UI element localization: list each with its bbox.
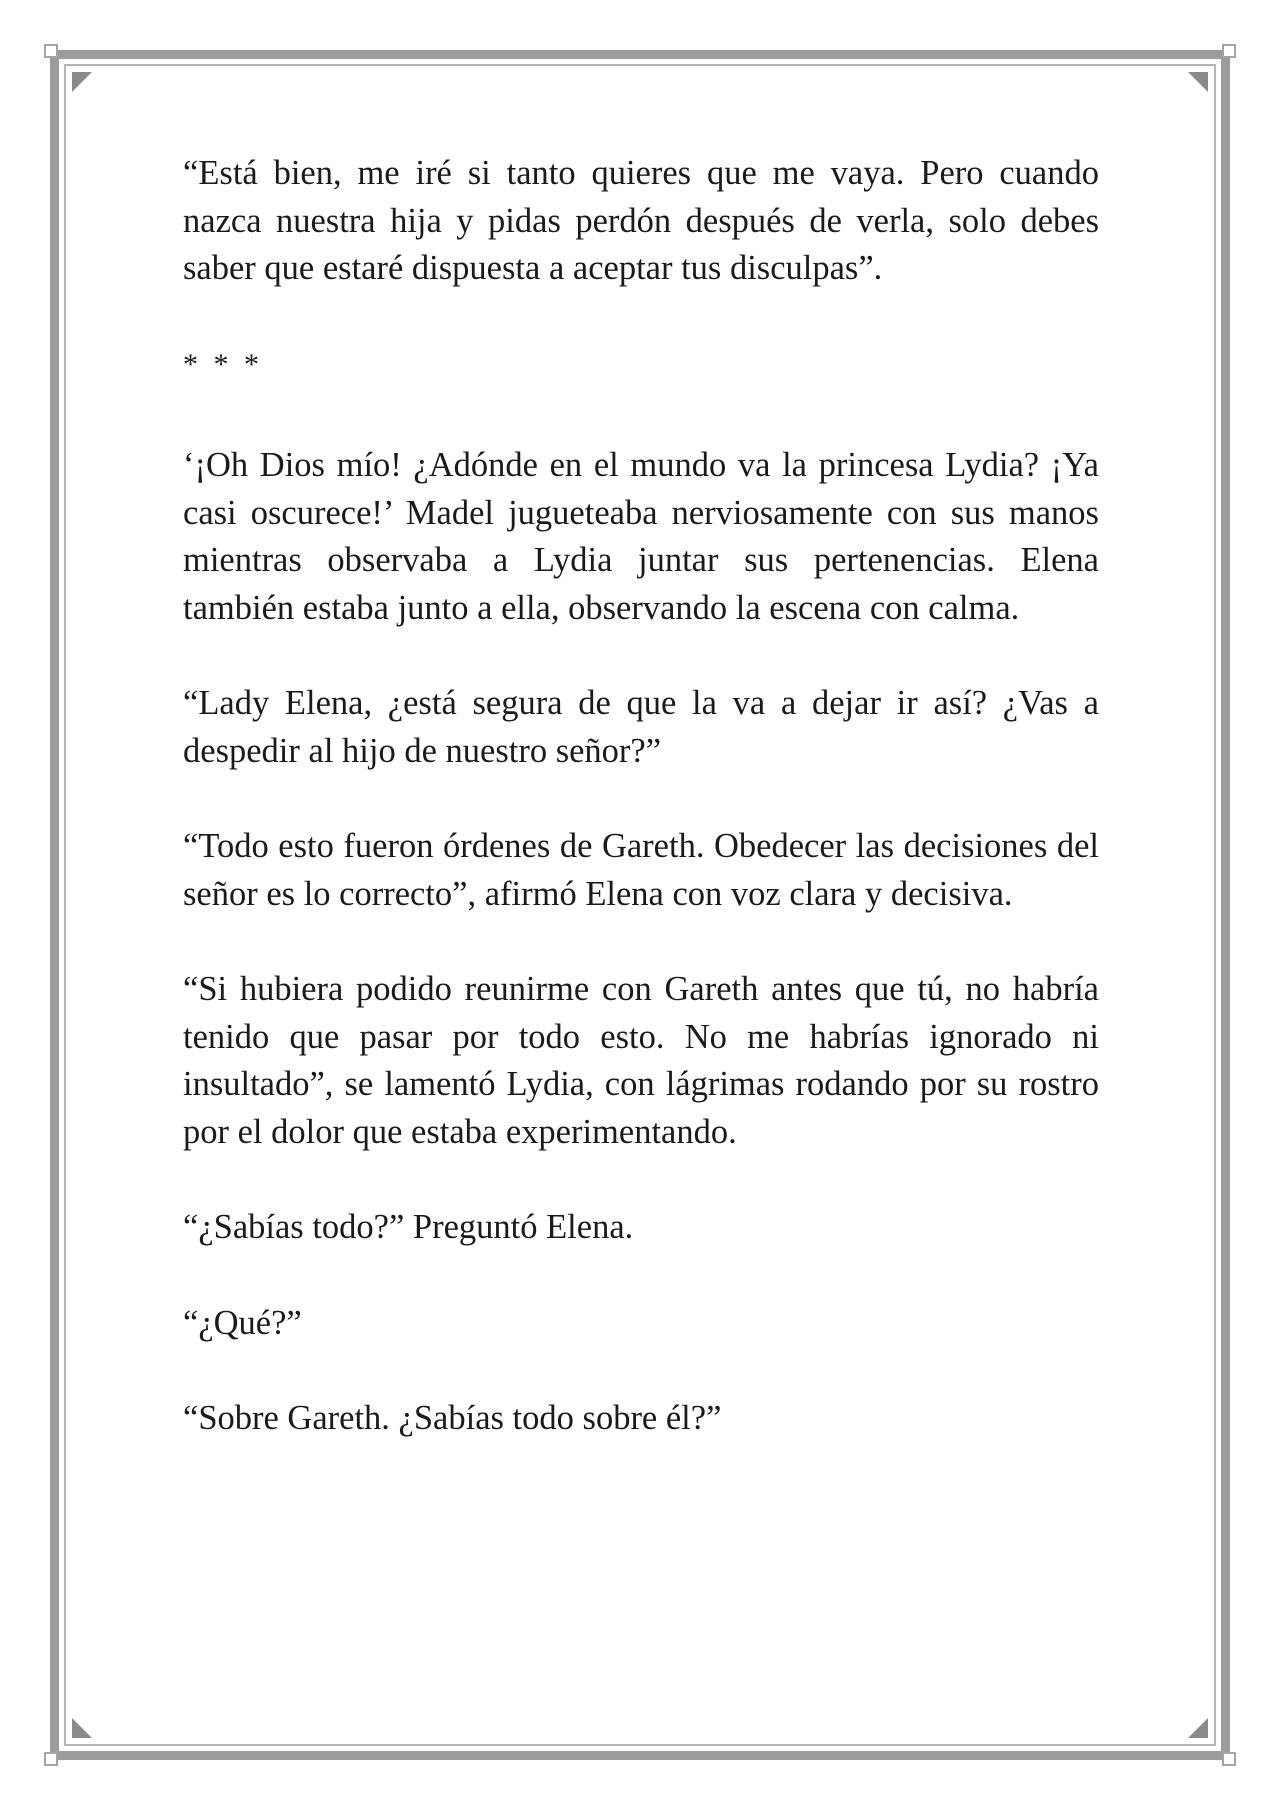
page-body: [183, 150, 1099, 1491]
paragraph: ‘¡Oh Dios mío! ¿Adónde en el mundo va la princesa Lydia? ¡Ya casi oscurece!’ Madel jugueteaba nerviosamente con sus manos mientras observaba a Lydia juntar sus pertenencias. Elena también estaba junto a ella, observando la escena con calma.: [183, 446, 1099, 627]
corner-ornament-top-left: [44, 44, 58, 58]
paragraph: “Está bien, me iré si tanto quieres que me vaya. Pero cuando nazca nuestra hija y pidas perdón después de verla, solo debes saber que estaré dispuesta a aceptar tus disculpas”.: [183, 154, 1099, 287]
corner-triangle-bottom-left: [72, 1718, 92, 1738]
corner-triangle-top-left: [72, 72, 92, 92]
corner-ornament-top-right: [1222, 44, 1236, 58]
corner-ornament-bottom-left: [44, 1752, 58, 1766]
paragraph: “Todo esto fueron órdenes de Gareth. Obedecer las decisiones del señor es lo correcto”, afirmó Elena con voz clara y decisiva.: [183, 827, 1099, 913]
paragraph: “Lady Elena, ¿está segura de que la va a dejar ir así? ¿Vas a despedir al hijo de nuestro señor?”: [183, 684, 1099, 770]
paragraph: “Si hubiera podido reunirme con Gareth antes que tú, no habría tenido que pasar por todo esto. No me habrías ignorado ni insultado”, se lamentó Lydia, con lágrimas rodando por su rostro por el dolor que estaba experimentando.: [183, 970, 1099, 1151]
corner-triangle-top-right: [1188, 72, 1208, 92]
paragraph: “Sobre Gareth. ¿Sabías todo sobre él?”: [183, 1399, 722, 1437]
scene-break: * * *: [183, 347, 263, 381]
paragraph: “¿Qué?”: [183, 1303, 302, 1342]
corner-ornament-bottom-right: [1222, 1752, 1236, 1766]
corner-triangle-bottom-right: [1188, 1718, 1208, 1738]
paragraph: “¿Sabías todo?” Preguntó Elena.: [183, 1208, 634, 1246]
